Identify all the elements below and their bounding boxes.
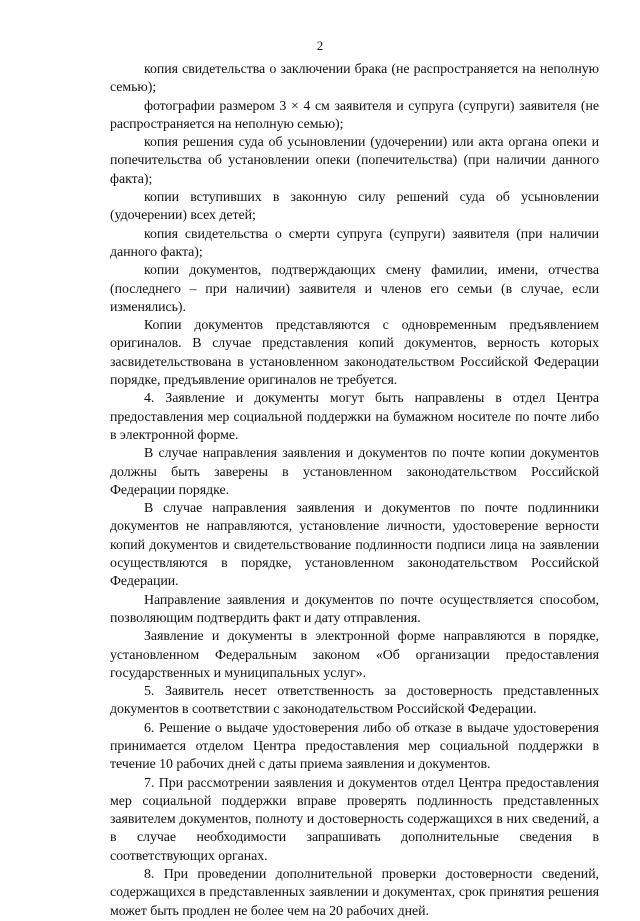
paragraph-mail-method: Направление заявления и документов по почте осуществляется способом, позволяющим подтвердить факт и дату отправления. [110, 592, 599, 626]
paragraph-item-8: 8. При проведении дополнительной проверки достоверности сведений, содержащихся в представленных заявлении и документах, срок принятия решения может быть продлен не более чем на 20 рабочих дней. [110, 867, 599, 919]
paragraph-mail-originals: В случае направления заявления и документов по почте подлинники документов не направляются, установление личности, удостоверение верности копий документов и свидетельствование подлинности подписи лица на заявлении осуществляются в порядке, установленном законодательством Российской Федерации. [110, 501, 599, 590]
paragraph-court-decisions: копии вступивших в законную силу решений суда об усыновлении (удочерении) всех детей; [110, 190, 599, 224]
paragraph-photographs: фотографии размером 3 × 4 см заявителя и супруга (супруги) заявителя (не распространяется на неполную семью); [110, 98, 599, 132]
paragraph-item-6: 6. Решение о выдаче удостоверения либо об отказе в выдаче удостоверения принимается отделом Центра предоставления мер социальной поддержки в течение 10 рабочих дней с даты приема заявления и документов. [110, 720, 599, 773]
paragraph-item-4: 4. Заявление и документы могут быть направлены в отдел Центра предоставления мер социальной поддержки на бумажном носителе по почте либо в электронной форме. [110, 391, 599, 443]
paragraph-marriage-certificate: копия свидетельства о заключении брака (не распространяется на неполную семью); [110, 62, 599, 96]
page-number: 2 [316, 38, 324, 53]
paragraph-electronic-form: Заявление и документы в электронной форме направляются в порядке, установленном Федеральным законом «Об организации предоставления государственных и муниципальных услуг». [110, 629, 599, 681]
paragraph-adoption-decision: копия решения суда об усыновлении (удочерении) или акта органа опеки и попечительства об установлении опеки (попечительства) (при наличии данного факта); [110, 135, 599, 187]
document-body [110, 61, 599, 921]
paragraph-item-7: 7. При рассмотрении заявления и документов отдел Центра предоставления мер социальной поддержки вправе проверять подлинность представленных заявителем документов, полноту и достоверность содержащихся в них сведений, а в случае необходимости запрашивать дополнительные сведения в соответствующих органах. [110, 775, 599, 864]
paragraph-originals: Копии документов представляются с одновременным предъявлением оригиналов. В случае представления копий документов, верность которых засвидетельствована в установленном законодательством Российской Федерации порядке, предъявление оригиналов не требуется. [110, 318, 599, 389]
paragraph-name-change-documents: копии документов, подтверждающих смену фамилии, имени, отчества (последнего – при наличии) заявителя и членов его семьи (в случае, если изменялись). [110, 263, 599, 315]
paragraph-item-5: 5. Заявитель несет ответственность за достоверность представленных документов в соответствии с законодательством Российской Федерации. [110, 684, 599, 718]
paragraph-mail-certification: В случае направления заявления и документов по почте копии документов должны быть заверены в установленном законодательством Российской Федерации порядке. [110, 446, 599, 498]
paragraph-death-certificate: копия свидетельства о смерти супруга (супруги) заявителя (при наличии данного факта); [110, 226, 599, 260]
